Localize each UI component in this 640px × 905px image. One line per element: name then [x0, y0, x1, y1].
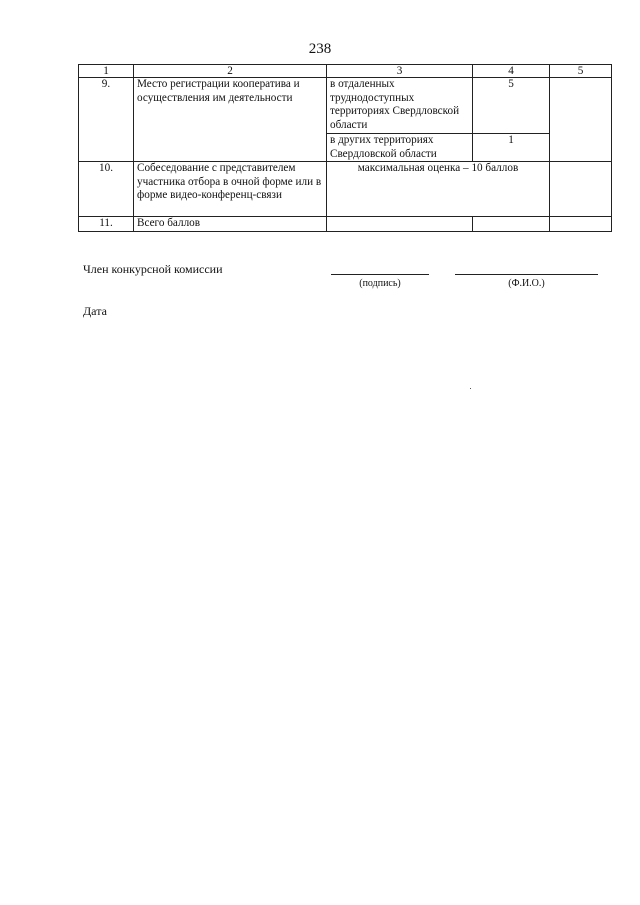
table-row-11 — [79, 217, 612, 232]
row11-number: 11. — [79, 217, 134, 232]
row11-criterion: Всего баллов — [134, 217, 327, 232]
row9-criterion: Место регистрации кооператива и осуществления им деятельности — [134, 78, 327, 162]
row10-score-note: максимальная оценка – 10 баллов — [327, 162, 550, 217]
header-col-5: 5 — [550, 65, 612, 78]
evaluation-table — [78, 64, 612, 232]
row9-option-remote: в отдаленных труднодоступных территориях Свердловской области — [327, 78, 473, 134]
page-number: 238 — [308, 41, 332, 57]
row9-number: 9. — [79, 78, 134, 162]
signature-line — [331, 274, 429, 275]
row10-criterion: Собеседование с представителем участника отбора в очной форме или в форме видео-конференц-связи — [134, 162, 327, 217]
table-row-9 — [79, 78, 612, 134]
row9-col5 — [550, 78, 612, 162]
table-header-row — [79, 65, 612, 78]
row10-col5 — [550, 162, 612, 217]
row10-number: 10. — [79, 162, 134, 217]
header-col-4: 4 — [473, 65, 550, 78]
row9-score-remote: 5 — [473, 78, 550, 134]
header-col-3: 3 — [327, 65, 473, 78]
name-caption: (Ф.И.О.) — [508, 278, 545, 289]
row11-col3 — [327, 217, 473, 232]
member-label: Член конкурсной комиссии — [83, 262, 223, 276]
row11-col5 — [550, 217, 612, 232]
row11-col4 — [473, 217, 550, 232]
header-col-1: 1 — [79, 65, 134, 78]
signature-caption: (подпись) — [359, 278, 401, 289]
name-line — [455, 274, 598, 275]
row9-option-other: в других территориях Свердловской области — [327, 134, 473, 162]
table-row-10 — [79, 162, 612, 217]
row9-score-other: 1 — [473, 134, 550, 162]
scan-speck — [470, 388, 471, 389]
date-label: Дата — [83, 304, 107, 318]
header-col-2: 2 — [134, 65, 327, 78]
